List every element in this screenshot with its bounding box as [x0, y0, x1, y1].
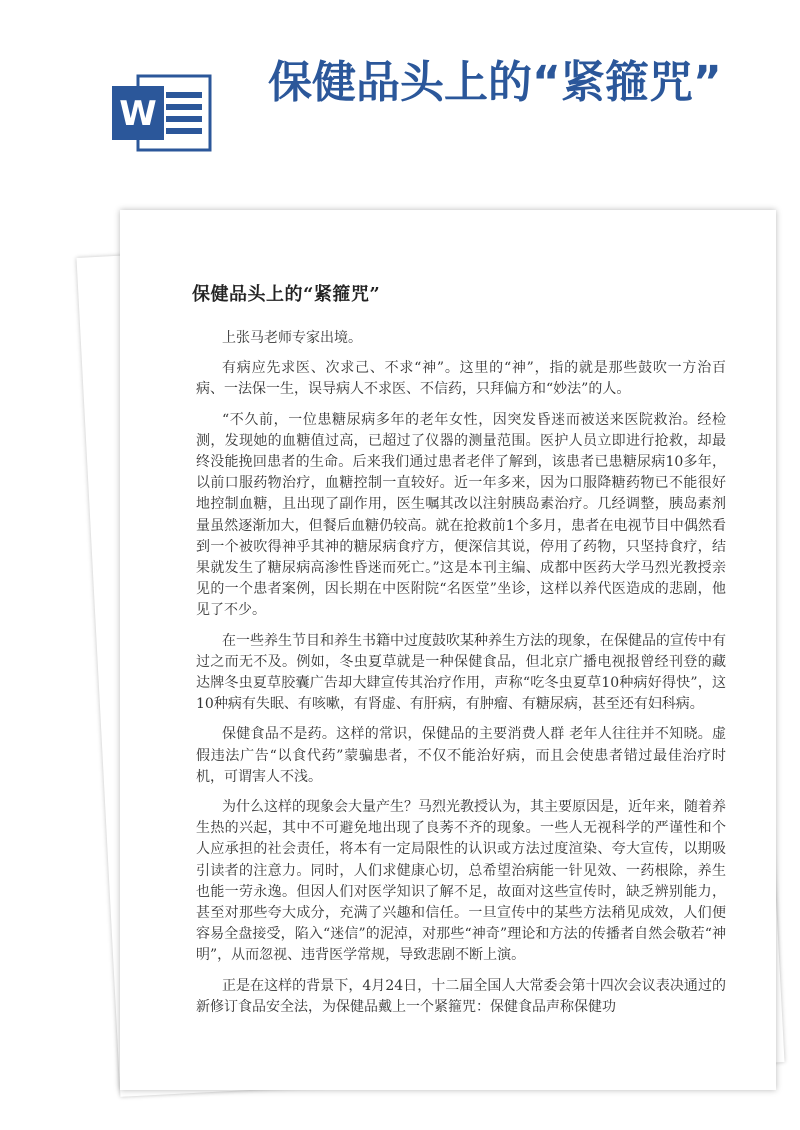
paragraph: 上张马老师专家出境。 — [222, 330, 362, 346]
document-title: 保健品头上的“紧箍咒” — [192, 284, 381, 305]
paragraph: 正是在这样的背景下，4月24日，十二届全国人大常委会第十四次会议表决通过的新修订食品安全法，为保健品戴上一个紧箍咒：保健食品声称保健功 — [196, 977, 726, 1015]
paragraph: “不久前，一位患糖尿病多年的老年女性，因突发昏迷而被送来医院救治。经检测，发现她的血糖值过高，已超过了仪器的测量范围。医护人员立即进行抢救，却最终没能挽回患者的生命。后来我们通过患者老伴了解到，该患者已患糖尿病10多年，以前口服药物治疗，血糖控制一直较好。近一年多来，因为口服降糖药物已不能很好地控制血糖，且出现了副作用，医生嘱其改以注射胰岛素治疗。几经调整，胰岛素剂量虽然逐渐加大，但餐后血糖仍较高。就在抢救前1个多月，患者在电视节目中偶然看到一个被吹得神乎其神的糖尿病食疗方，便深信其说，停用了药物，只坚持食疗，结果就发生了糖尿病高渗性昏迷而死亡。”这是本刊主编、成都中医药大学马烈光教授亲见的一个患者案例，因长期在中医附院“名医堂”坐诊，这样以养代医造成的悲剧，他见了不少。 — [196, 411, 726, 619]
paragraph: 保健食品不是药。这样的常识，保健品的主要消费人群 老年人往往并不知晓。虚假违法广告“以食代药”蒙骗患者，不仅不能治好病，而且会使患者错过最佳治疗时机，可谓害人不浅。 — [196, 726, 726, 785]
document-body — [196, 328, 726, 1027]
paragraph: 有病应先求医、次求己、不求“神”。这里的“神”，指的就是那些鼓吹一方治百病、一法保一生，误导病人不求医、不信药，只拜偏方和“妙法”的人。 — [196, 360, 726, 398]
paragraph: 为什么这样的现象会大量产生？马烈光教授认为，其主要原因是，近年来，随着养生热的兴起，其中不可避免地出现了良莠不齐的现象。一些人无视科学的严谨性和个人应承担的社会责任，将本有一定局限性的认识或方法过度渲染、夸大宣传，以期吸引读者的注意力。同时，人们求健康心切，总希望治病能一针见效、一药根除，养生也能一劳永逸。但因人们对医学知识了解不足，故面对这些宣传时，缺乏辨别能力，甚至对那些夸大成分，充满了兴趣和信任。一旦宣传中的某些方法稍见成效，人们便容易全盘接受，陷入“迷信”的泥淖，对那些“神奇”理论和方法的传播者自然会敬若“神明”，从而忽视、违背医学常规，导致悲剧不断上演。 — [196, 799, 726, 964]
paragraph: 在一些养生节目和养生书籍中过度鼓吹某种养生方法的现象，在保健品的宣传中有过之而无不及。例如，冬虫夏草就是一种保健食品，但北京广播电视报曾经刊登的藏达牌冬虫夏草胶囊广告却大肆宣传其治疗作用，声称“吃冬虫夏草10种病好得快”，这10种病有失眠、有咳嗽，有肾虚、有肝病，有肿瘤、有糖尿病，甚至还有妇科病。 — [196, 632, 726, 713]
word-document-icon — [108, 70, 218, 156]
document-page — [120, 210, 776, 1090]
word-icon-letter: W — [119, 94, 157, 134]
header-title: 保健品头上的“紧箍咒” — [268, 57, 722, 108]
